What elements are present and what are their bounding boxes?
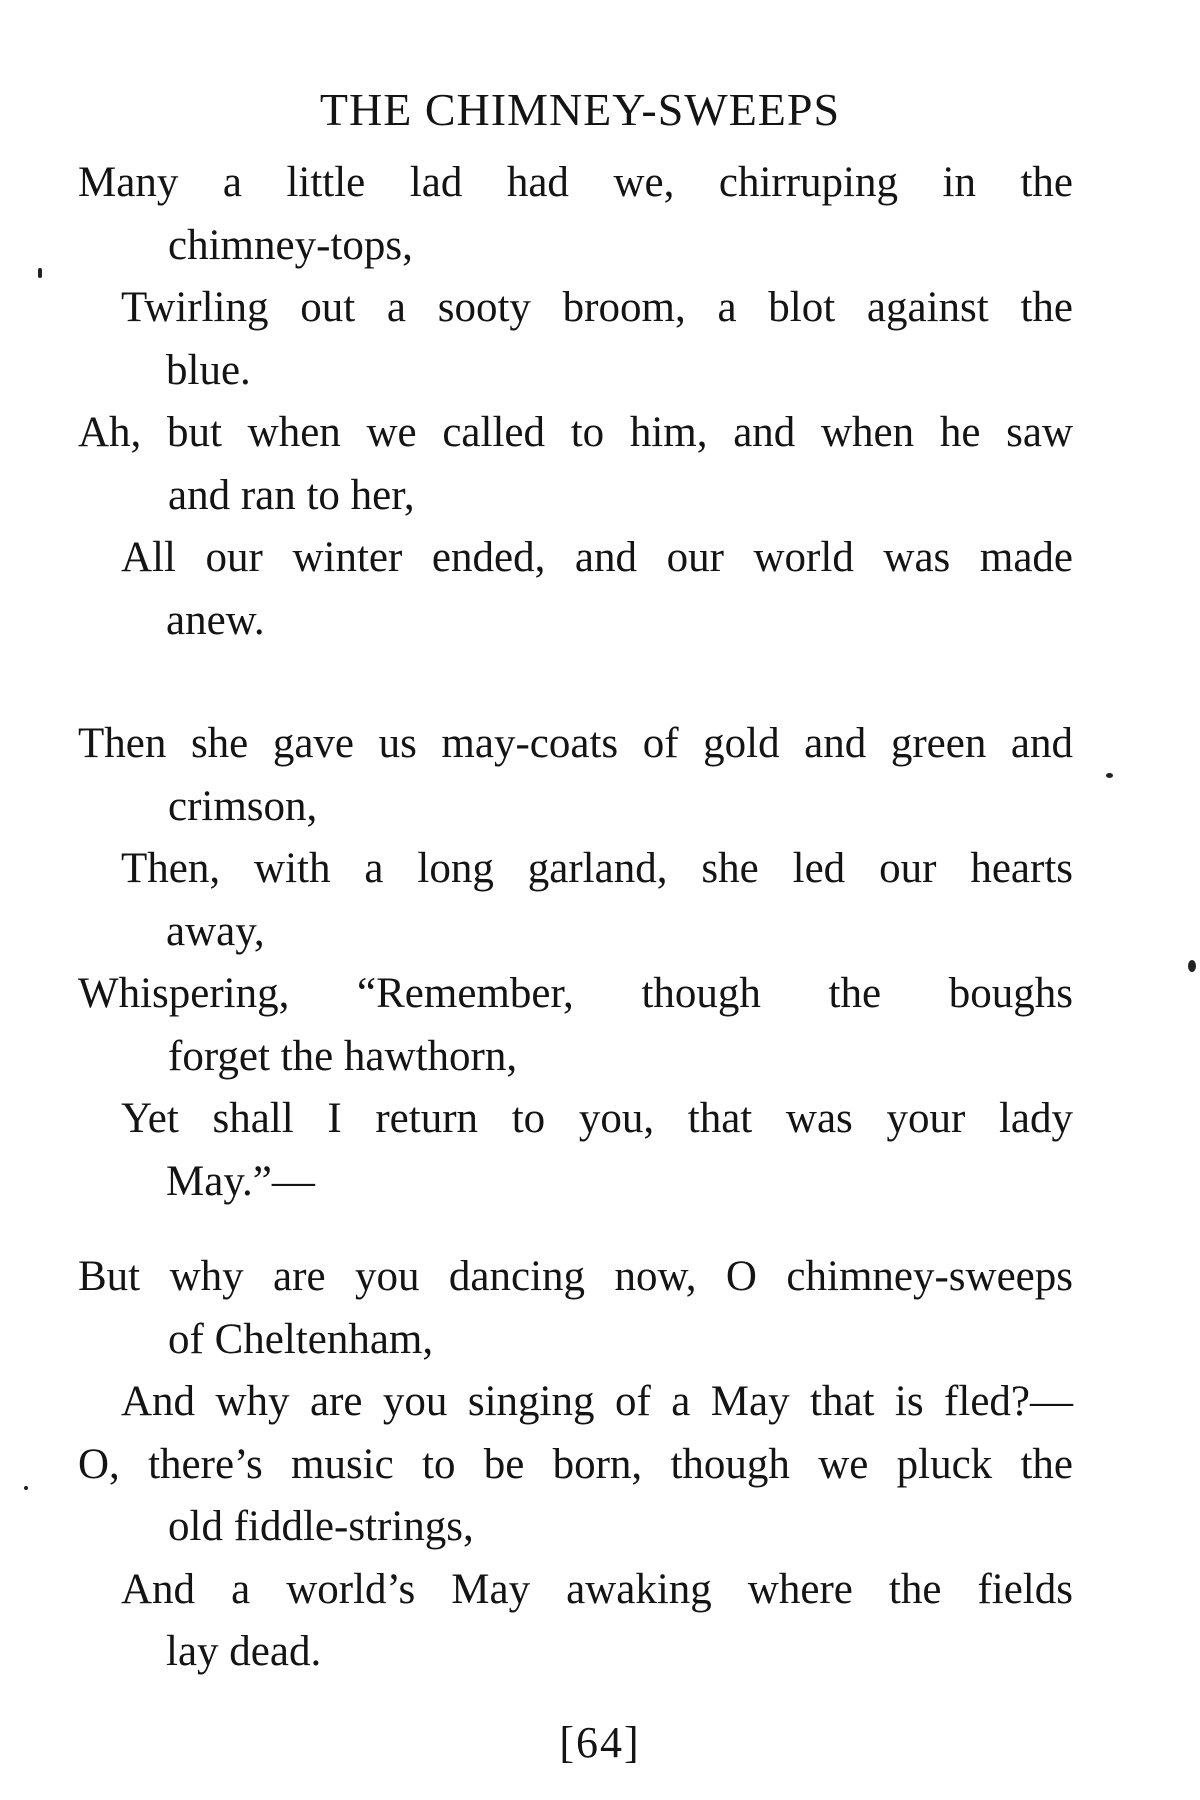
scan-speck — [24, 1486, 28, 1490]
verse-line — [78, 1434, 1073, 1559]
verse-line-continuation: lay dead. — [166, 1628, 322, 1675]
verse-line-continuation: forget the hawthorn, — [168, 1032, 518, 1080]
verse-line-text: O, there’s music to be born, though we pluck the — [78, 1440, 1073, 1488]
stanza-3 — [78, 1246, 1073, 1684]
verse-line-text: Ah, but when we called to him, and when he saw — [78, 409, 1073, 456]
scan-speck — [1188, 960, 1196, 972]
verse-line-continuation: and ran to her, — [168, 471, 415, 519]
verse-line-continuation: anew. — [166, 596, 265, 644]
verse-line-continuation: crimson, — [168, 782, 318, 830]
verse-line-continuation: old fiddle-strings, — [168, 1503, 474, 1550]
verse-line-text: And why are you singing of a May that is fled?— — [121, 1378, 1073, 1425]
stanza-1 — [78, 152, 1073, 652]
verse-line — [78, 838, 1073, 963]
verse-line-continuation: May.”— — [166, 1157, 315, 1205]
page-number: [64] — [559, 1718, 641, 1767]
verse-line-continuation: chimney-tops, — [168, 221, 413, 269]
verse-line — [78, 527, 1073, 652]
verse-line-continuation: of Cheltenham, — [168, 1315, 434, 1363]
verse-line-text: Then, with a long garland, she led our hearts — [121, 845, 1073, 892]
scan-speck — [38, 268, 42, 278]
verse-line-text: Yet shall I return to you, that was your lady — [121, 1095, 1073, 1142]
verse-line-text: And a world’s May awaking where the fields — [121, 1565, 1073, 1613]
verse-line-text: Then she gave us may-coats of gold and green and — [78, 720, 1073, 767]
verse-line-continuation: blue. — [166, 346, 251, 394]
scan-speck — [1106, 773, 1113, 778]
verse-line — [78, 1371, 1073, 1434]
verse-line-continuation: away, — [166, 907, 265, 955]
stanza-2 — [78, 713, 1073, 1213]
verse-line — [78, 1246, 1073, 1371]
verse-line — [78, 1088, 1073, 1213]
verse-line-text: Whispering, “Remember, though the boughs — [78, 970, 1073, 1017]
verse-line-text: But why are you dancing now, O chimney-sweeps — [78, 1253, 1073, 1300]
verse-line — [78, 713, 1073, 838]
verse-line — [78, 152, 1073, 277]
verse-line — [78, 277, 1073, 402]
verse-line — [78, 402, 1073, 527]
verse-line-text: Many a little lad had we, chirruping in the — [78, 159, 1073, 206]
verse-line — [78, 1559, 1073, 1684]
verse-line — [78, 963, 1073, 1088]
verse-line-text: All our winter ended, and our world was made — [121, 534, 1073, 581]
verse-line-text: Twirling out a sooty broom, a blot against the — [121, 284, 1073, 331]
poem-title: THE CHIMNEY-SWEEPS — [319, 84, 841, 135]
